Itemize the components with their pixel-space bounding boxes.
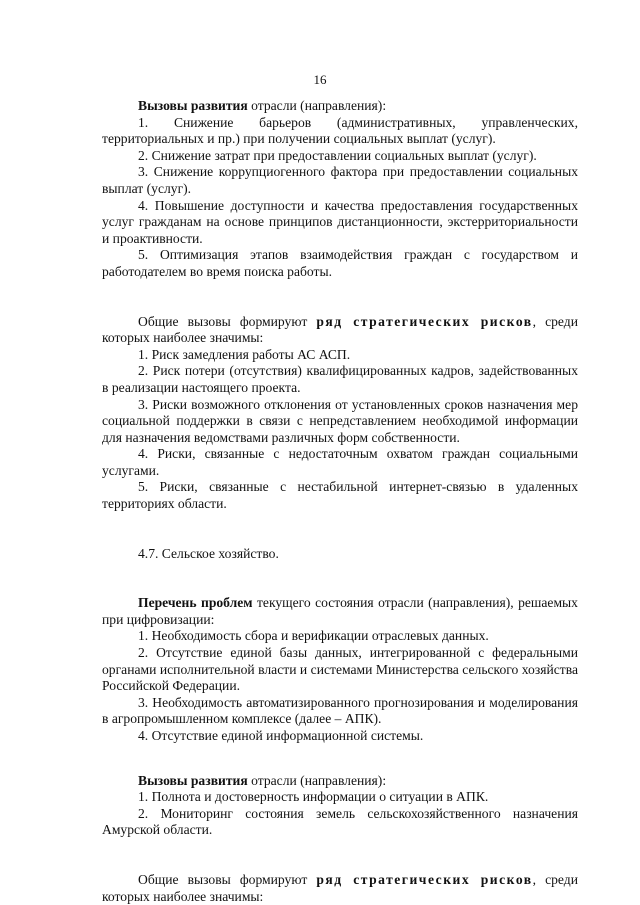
subsection-title: 4.7. Сельское хозяйство. [138,545,279,561]
section-heading: Общие вызовы формируют ряд стратегических рисков, среди которых наиболее значимы: [102,871,578,904]
list-item: 2. Мониторинг состояния земель сельскохозяйственного назначения Амурской области. [102,805,578,838]
list-item: 1. Снижение барьеров (административных, управленческих, территориальных и пр.) при получении социальных выплат (услуг). [102,114,578,147]
list-item: 3. Необходимость автоматизированного прогнозирования и моделирования в агропромышленном комплексе (далее – АПК). [102,694,578,727]
section-heading: Вызовы развития отрасли (направления): [138,98,387,113]
list-item: 5. Оптимизация этапов взаимодействия граждан с государством и работодателем во время поиска работы. [102,247,578,279]
section-heading: Перечень проблем текущего состояния отрасли (направления), решаемых при цифровизации: [102,595,578,627]
list-item: 3. Риски возможного отклонения от установленных сроков назначения мер социальной поддержки в связи с непредставлением необходимой информации для назначения ведомствами различных форм собственности. [102,396,578,445]
list-item: 3. Снижение коррупциогенного фактора при предоставлении социальных выплат (услуг). [102,164,578,196]
list-item: 1. Риск замедления работы АС АСП. [138,346,351,362]
section-heading: Общие вызовы формируют ряд стратегических рисков, среди которых наиболее значимы: [102,313,578,346]
list-item: 5. Риски, связанные с нестабильной интернет-связью в удаленных территориях области. [102,479,578,512]
list-item: 4. Повышение доступности и качества предоставления государственных услуг гражданам на основе принципов дистанционности, экстерриториальности и проактивности. [102,197,578,246]
section-heading: Вызовы развития отрасли (направления): [138,772,387,788]
page-content [102,98,578,905]
list-item: 2. Отсутствие единой базы данных, интегрированной с федеральными органами исполнительной власти и системами Министерства сельского хозяйства Российской Федерации. [102,645,578,694]
list-item: 2. Снижение затрат при предоставлении социальных выплат (услуг). [138,147,537,163]
list-item: 1. Полнота и достоверность информации о ситуации в АПК. [138,789,489,805]
list-item: 1. Необходимость сбора и верификации отраслевых данных. [138,628,489,644]
list-item: 4. Риски, связанные с недостаточным охватом граждан социальными услугами. [102,446,578,478]
list-item: 4. Отсутствие единой информационной системы. [138,728,424,743]
page-number: 16 [313,72,327,87]
list-item: 2. Риск потери (отсутствия) квалифицированных кадров, задействованных в реализации настоящего проекта. [102,363,578,395]
